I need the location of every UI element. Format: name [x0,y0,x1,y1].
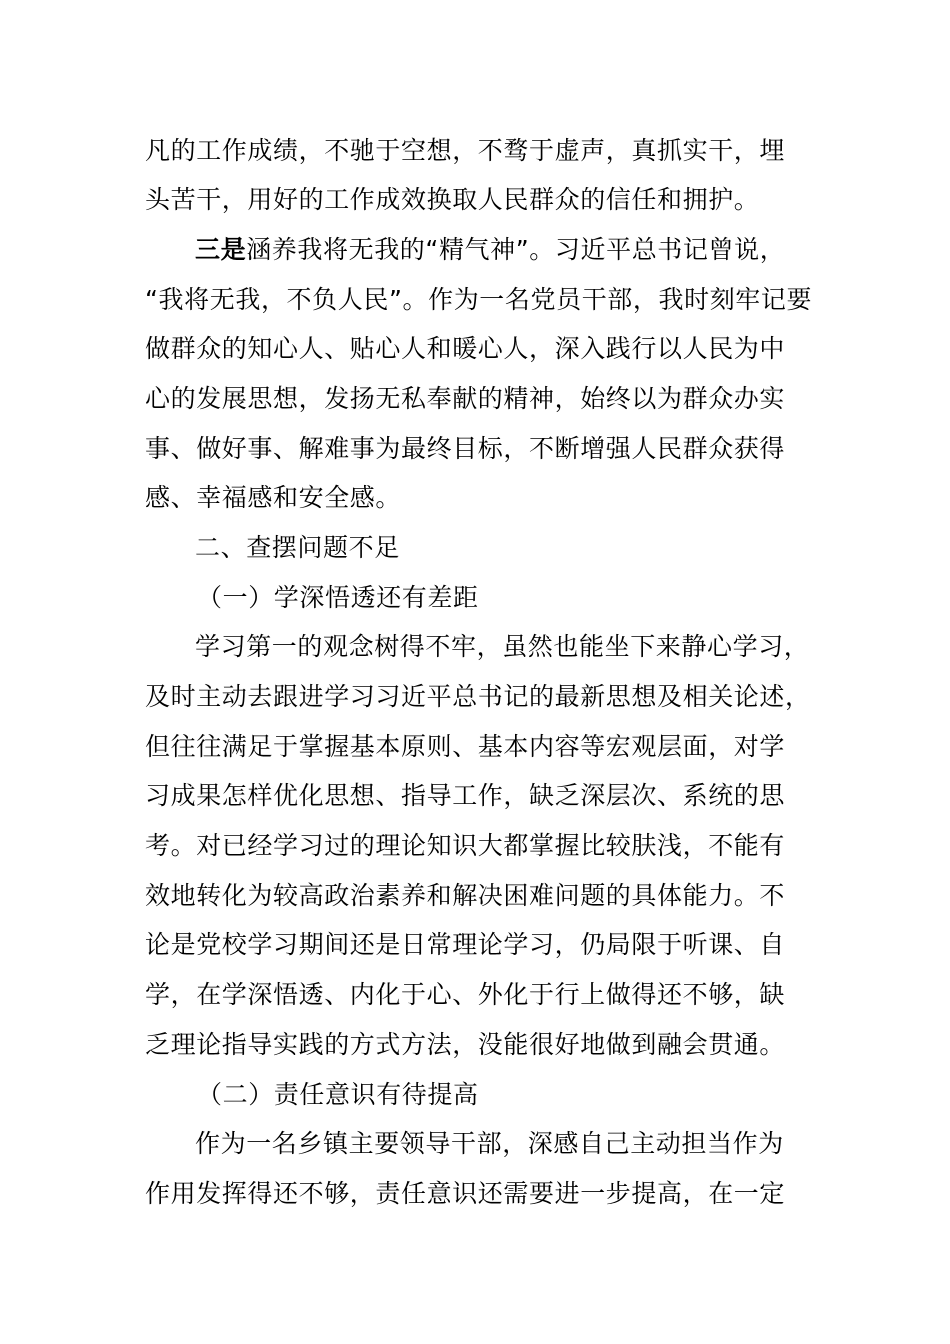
lead-bold-text: 三是 [195,235,247,264]
text-line: 作为一名乡镇主要领导干部，深感自己主动担当作为 [195,1129,784,1158]
text-line: 做群众的知心人、贴心人和暖心人，深入践行以人民为中 [145,334,786,363]
text-line: 感、幸福感和安全感。 [145,483,402,512]
text-line: 论是党校学习期间还是日常理论学习，仍局限于听课、自 [145,930,786,959]
text-line: 凡的工作成绩，不驰于空想，不骛于虚声，真抓实干，埋 [145,136,786,165]
text-line: 心的发展思想，发扬无私奉献的精神，始终以为群众办实 [145,384,786,413]
text-line: 但往往满足于掌握基本原则、基本内容等宏观层面，对学 [145,732,786,761]
section-heading: 二、查摆问题不足 [195,533,400,562]
text-line: “我将无我，不负人民”。作为一名党员干部，我时刻牢记要 [145,285,813,314]
text-line: 事、做好事、解难事为最终目标，不断增强人民群众获得 [145,434,786,463]
text-line: 头苦干，用好的工作成效换取人民群众的信任和拥护。 [145,185,760,214]
subsection-heading: （二）责任意识有待提高 [197,1080,479,1109]
text-line: 乏理论指导实践的方式方法，没能很好地做到融会贯通。 [145,1030,786,1059]
text-line: 及时主动去跟进学习习近平总书记的最新思想及相关论述， [145,682,811,711]
text-line: 习成果怎样优化思想、指导工作，缺乏深层次、系统的思 [145,781,786,810]
text-line: 学习第一的观念树得不牢，虽然也能坐下来静心学习， [195,632,810,661]
text-line: 作用发挥得还不够，责任意识还需要进一步提高，在一定 [145,1179,786,1208]
text-line: 考。对已经学习过的理论知识大都掌握比较肤浅，不能有 [145,831,786,860]
text-line: 涵养我将无我的“精气神”。习近平总书记曾说， [246,235,786,264]
subsection-heading: （一）学深悟透还有差距 [197,583,479,612]
text-line: 效地转化为较高政治素养和解决困难问题的具体能力。不 [145,881,786,910]
paragraph-three [195,233,785,267]
text-line: 学，在学深悟透、内化于心、外化于行上做得还不够，缺 [145,980,786,1009]
